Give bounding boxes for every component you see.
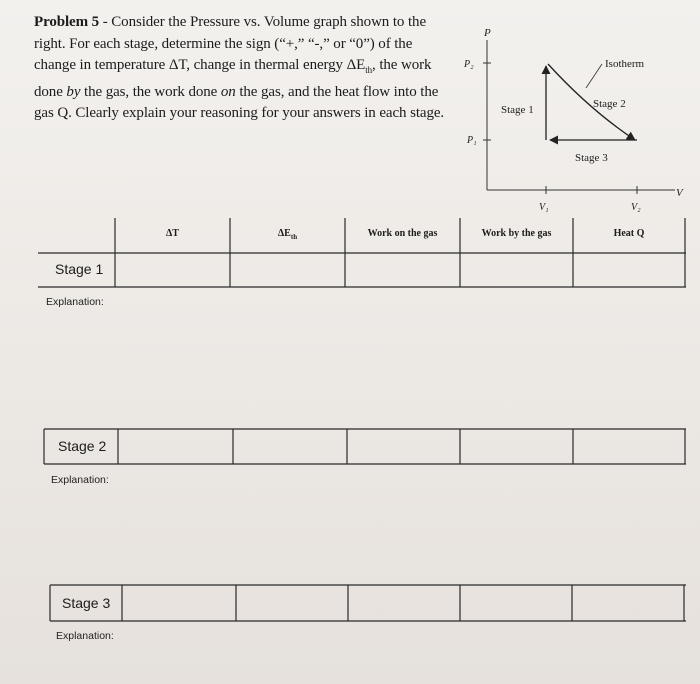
header-work-by-gas: Work by the gas [481,228,552,239]
p1-label: P₁ [467,135,477,146]
stage1-explanation-label: Explanation: [46,296,104,308]
header-delta-t: ΔT [166,228,179,239]
p-axis-label: P [484,27,491,39]
stage3-label: Stage 3 [575,152,608,164]
stage1-row-label: Stage 1 [55,261,104,277]
header-heat-q: Heat Q [613,228,645,239]
stage3-row-label: Stage 3 [62,595,111,611]
isotherm-label: Isotherm [605,58,645,70]
stage2-explanation-label: Explanation: [51,474,109,486]
v-axis-label: V [676,187,683,199]
stage1-label: Stage 1 [501,104,534,116]
p2-label: P₂ [464,59,474,70]
v2-label: V₂ [631,202,641,213]
stage3-explanation-label: Explanation: [56,630,114,642]
problem-statement: Problem 5 - Consider the Pressure vs. Volume graph shown to the right. For each stage, determine the sign (“+,” “-,” or “0”) of the change in temperature ΔT, change in thermal energy $\Delta E_{th}$, the work done by the gas, the work done on the gas, and the heat flow into the gas Q. Clearly explain your reasoning for your answers in each stage. [34,14,445,121]
stage2-row-label: Stage 2 [58,438,107,454]
stage2-label: Stage 2 [593,98,626,110]
v1-label: V₁ [539,202,549,213]
header-work-on-gas: Work on the gas [367,228,438,239]
header-delta-e: $\Delta E_{th}$ [277,228,298,241]
problem-number: Problem 5 [34,14,100,30]
